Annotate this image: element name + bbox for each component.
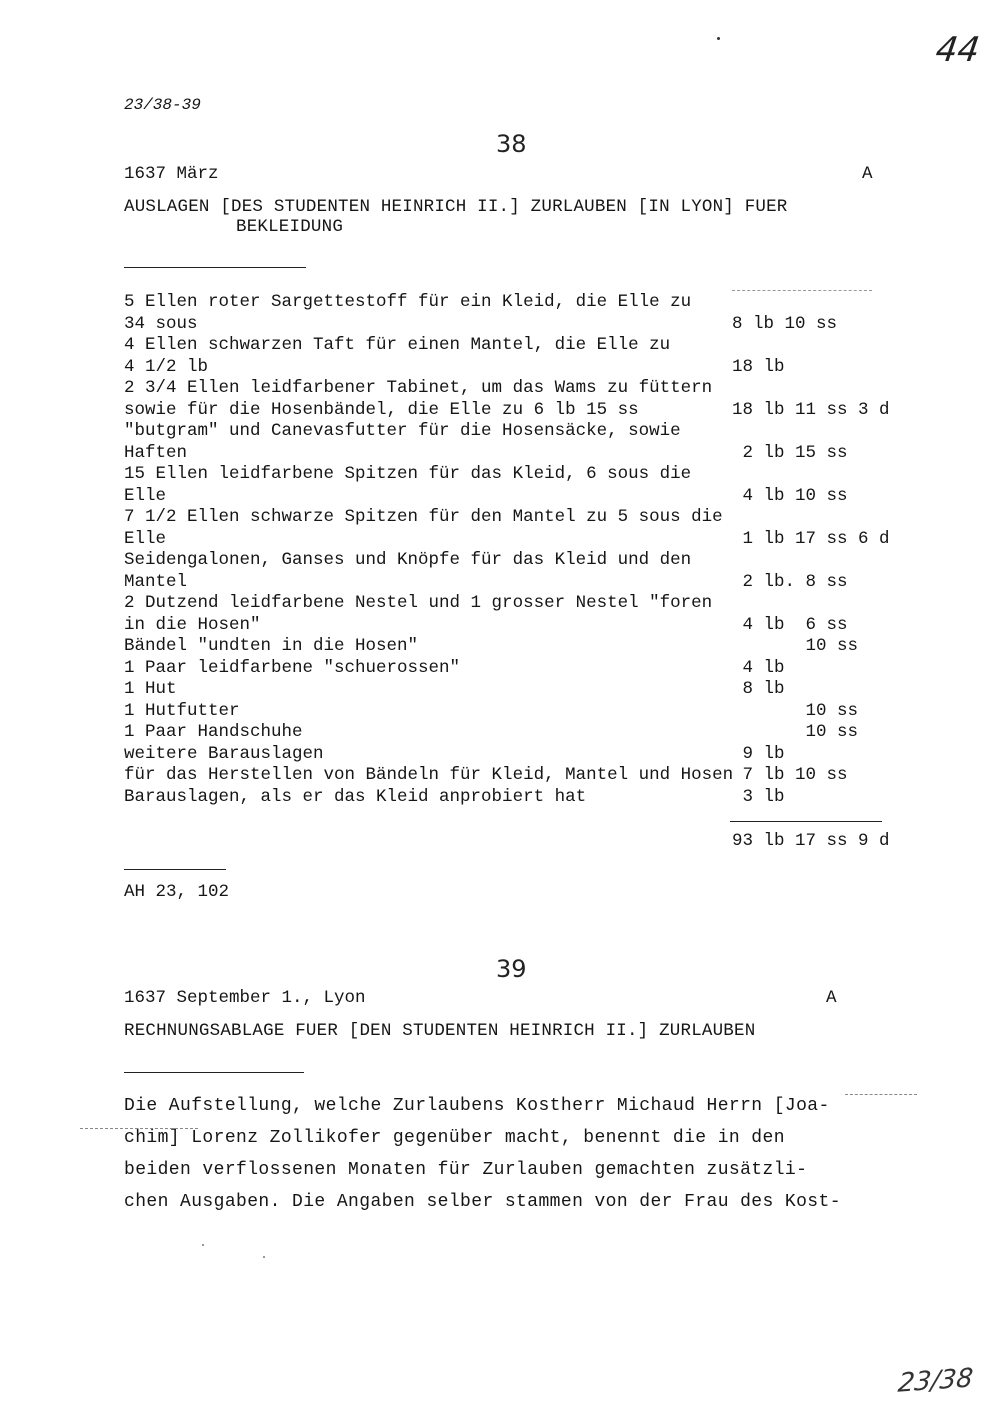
expense-line [124, 765, 894, 786]
expense-line [124, 679, 894, 700]
expense-line [124, 507, 894, 528]
expense-line [124, 572, 894, 593]
expense-line [124, 292, 894, 313]
expense-amount: 2 lb. 8 ss [732, 571, 848, 592]
doc39-paragraph-line: Die Aufstellung, welche Zurlaubens Kostherr Michaud Herrn [Joa- [124, 1096, 830, 1116]
doc38-total: 93 lb 17 ss 9 d [732, 831, 890, 851]
expense-line [124, 314, 894, 335]
doc38-title-line1: AUSLAGEN [DES STUDENTEN HEINRICH II.] ZURLAUBEN [IN LYON] FUER [124, 197, 788, 217]
expense-description: 15 Ellen leidfarbene Spitzen für das Kleid, 6 sous die [124, 464, 692, 484]
speck-mark [202, 1244, 204, 1246]
expense-description: 1 Hut [124, 679, 177, 699]
expense-amount: 4 lb 10 ss [732, 485, 848, 506]
pencil-mark [80, 1128, 198, 1129]
doc39-category: A [826, 988, 837, 1008]
doc39-paragraph-line: beiden verflossenen Monaten für Zurlauben gemachten zusätzli- [124, 1160, 808, 1180]
expense-amount: 1 lb 17 ss 6 d [732, 528, 890, 549]
doc38-title-rule [124, 267, 306, 268]
expense-amount: 10 ss [732, 636, 859, 656]
document-number-39: 39 [496, 955, 527, 983]
expense-amount: 18 lb 11 ss 3 d [732, 399, 890, 420]
expense-line [124, 443, 894, 464]
faint-dotted-mark [732, 290, 872, 291]
expense-description: Bändel "undten in die Hosen" [124, 636, 419, 656]
expense-description: 5 Ellen roter Sargettestoff für ein Kleid, die Elle zu [124, 292, 692, 312]
expense-amount: 3 lb [732, 786, 785, 807]
document-reference: 23/38-39 [124, 96, 201, 114]
expense-description: 2 3/4 Ellen leidfarbener Tabinet, um das Wams zu füttern [124, 378, 713, 398]
expense-line [124, 400, 894, 421]
expense-line [124, 464, 894, 485]
expense-line [124, 378, 894, 399]
expense-amount: 8 lb [732, 679, 785, 699]
expense-description: 4 Ellen schwarzen Taft für einen Mantel, die Elle zu [124, 335, 671, 355]
expense-description: Mantel [124, 571, 188, 592]
expense-description: 7 1/2 Ellen schwarze Spitzen für den Mantel zu 5 sous die [124, 507, 723, 527]
expense-description: 2 Dutzend leidfarbene Nestel und 1 grosser Nestel "foren [124, 593, 713, 613]
source-rule [124, 869, 226, 870]
folio-number: 44 [933, 30, 983, 70]
expense-line [124, 486, 894, 507]
doc38-source: AH 23, 102 [124, 882, 230, 902]
doc38-date: 1637 März [124, 164, 219, 184]
expense-amount: 4 lb 6 ss [732, 614, 848, 635]
doc39-title-rule [124, 1072, 304, 1073]
expense-line [124, 550, 894, 571]
doc39-paragraph-line: chim] Lorenz Zollikofer gegenüber macht, benennt die in den [124, 1128, 785, 1148]
expense-description: 1 Paar leidfarbene "schuerossen" [124, 657, 461, 678]
expense-description: Haften [124, 442, 188, 463]
doc38-title-line2: BEKLEIDUNG [236, 217, 344, 237]
expense-description: für das Herstellen von Bändeln für Kleid, Mantel und Hosen [124, 765, 734, 785]
expense-description: "butgram" und Canevasfutter für die Hosensäcke, sowie [124, 421, 681, 441]
expense-description: sowie für die Hosenbändel, die Elle zu 6 lb 15 ss [124, 399, 639, 420]
sum-rule [730, 821, 882, 822]
expense-line [124, 787, 894, 808]
expense-line [124, 335, 894, 356]
expense-line [124, 701, 894, 722]
expense-amount: 7 lb 10 ss [732, 765, 848, 785]
expense-description: Barauslagen, als er das Kleid anprobiert hat [124, 786, 587, 807]
expense-line [124, 722, 894, 743]
speck-mark [263, 1256, 265, 1258]
pencil-mark [845, 1094, 917, 1095]
expense-line [124, 593, 894, 614]
doc39-title: RECHNUNGSABLAGE FUER [DEN STUDENTEN HEINRICH II.] ZURLAUBEN [124, 1021, 756, 1041]
document-number-38: 38 [496, 130, 527, 158]
expense-description: 4 1/2 lb [124, 356, 209, 377]
expense-amount: 8 lb 10 ss [732, 313, 838, 334]
expense-description: Elle [124, 528, 167, 549]
expense-amount: 10 ss [732, 722, 859, 742]
speck-mark [717, 37, 720, 40]
expense-amount: 10 ss [732, 700, 859, 721]
expense-description: 1 Paar Handschuhe [124, 722, 303, 742]
expense-amount: 2 lb 15 ss [732, 442, 848, 463]
expense-line [124, 529, 894, 550]
doc38-category: A [862, 164, 873, 184]
expense-description: Elle [124, 485, 167, 506]
expense-amount: 18 lb [732, 356, 785, 377]
expense-description: Seidengalonen, Ganses und Knöpfe für das Kleid und den [124, 550, 692, 570]
expense-line [124, 421, 894, 442]
expense-amount: 4 lb [732, 657, 785, 678]
expense-line [124, 658, 894, 679]
expense-amount: 9 lb [732, 743, 785, 764]
expense-line [124, 744, 894, 765]
doc39-paragraph-line: chen Ausgaben. Die Angaben selber stammen von der Frau des Kost- [124, 1192, 841, 1212]
expense-line [124, 636, 894, 657]
expense-description: weitere Barauslagen [124, 743, 324, 764]
expense-line [124, 615, 894, 636]
bottom-stamp: 23/38 [896, 1363, 975, 1399]
expense-description: 1 Hutfutter [124, 700, 240, 721]
expense-description: 34 sous [124, 313, 198, 334]
expense-description: in die Hosen" [124, 614, 261, 635]
doc39-date: 1637 September 1., Lyon [124, 988, 366, 1008]
expense-line [124, 357, 894, 378]
